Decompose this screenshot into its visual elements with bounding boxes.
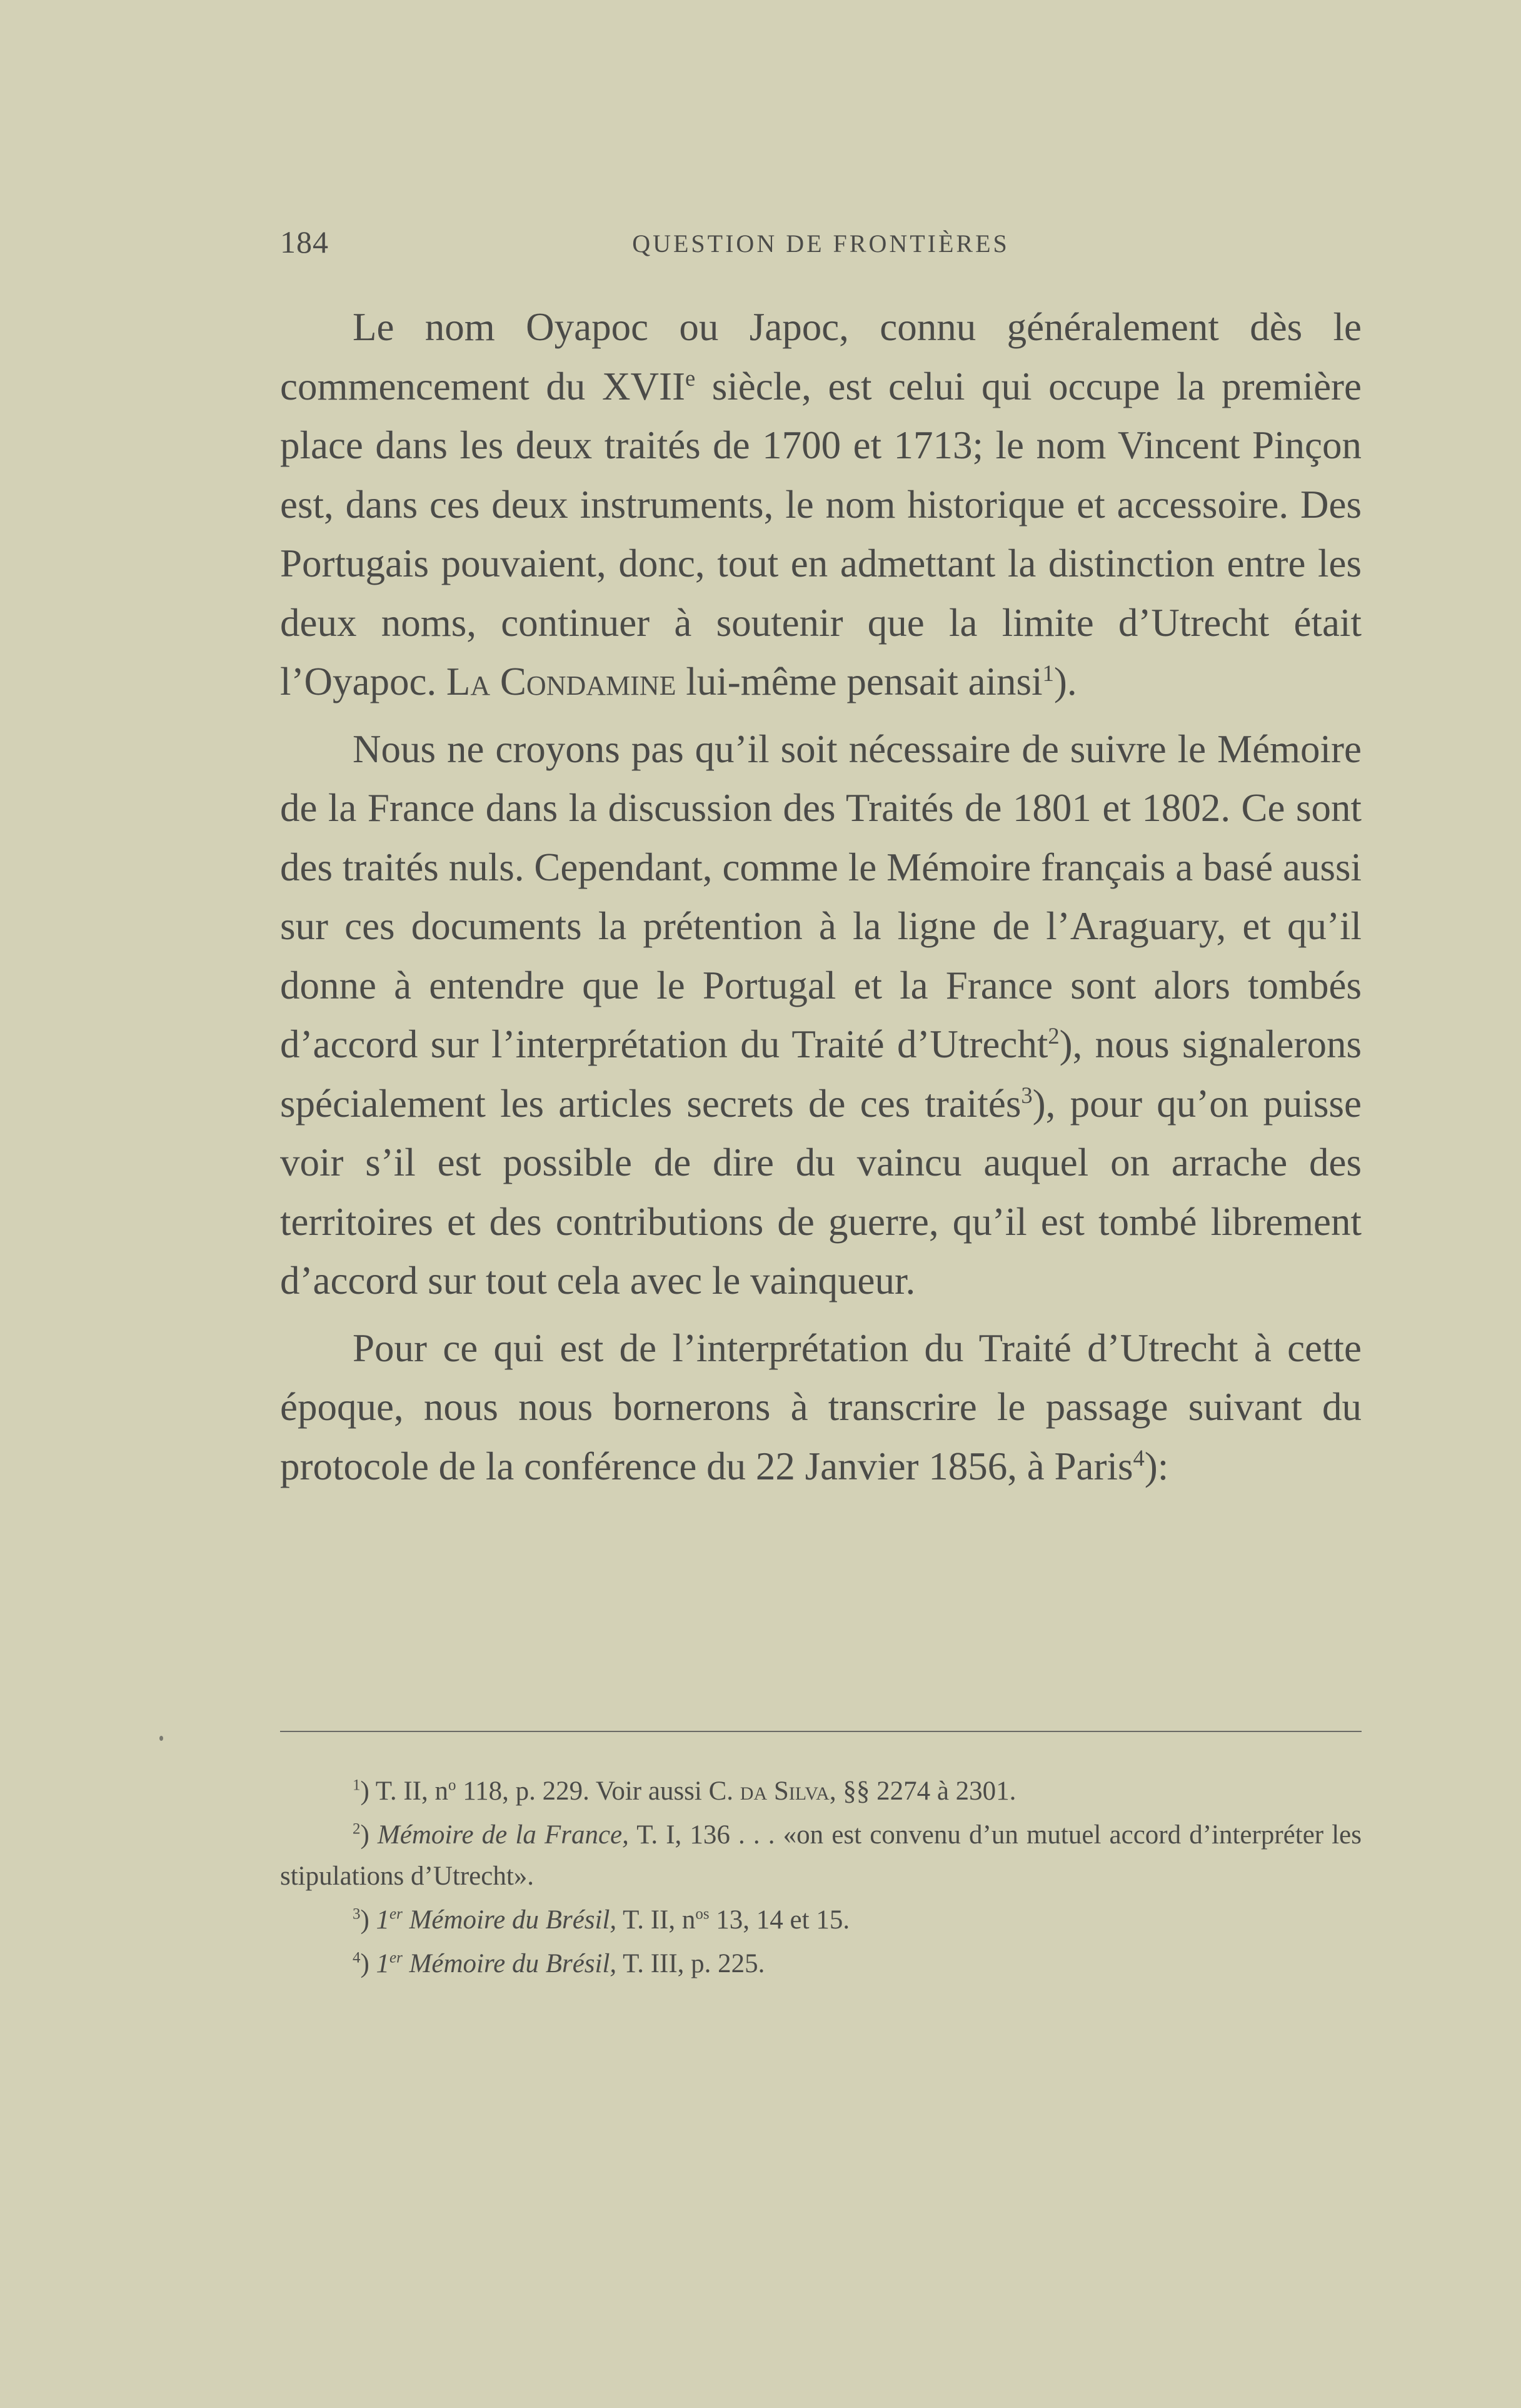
paragraph-3 [280,1319,1362,1496]
footnote-1-text-b: 118, p. 229. Voir aussi C. [456,1776,740,1806]
page-header [280,224,1362,261]
paper-speck [159,1736,163,1741]
footnote-ref-4[interactable]: 4 [1133,1444,1145,1471]
footnote-1-text-c: , §§ 2274 à 2301. [829,1776,1017,1806]
p2-text-a: Nous ne croyons pas qu’il soit nécessaire de suivre le Mémoire de la France dans la discussion des Traités de 1801 et 1802. Ce sont des traités nuls. Cependant, comme le Mémoire français a basé aussi sur ces documents la prétention à la ligne de l’Araguary, et qu’il donne à entendre que le Portugal et la France sont alors tombés d’accord sur l’interprétation du Traité d’Utrecht [280,727,1362,1066]
footnote-divider [280,1731,1362,1732]
footnote-number: 4 [353,1949,361,1967]
footnote-4 [280,1943,1362,1985]
footnote-4-paren: ) [360,1949,376,1978]
p1-text-c: lui-même pensait ainsi [676,660,1043,703]
p2-text-b: ), nous signalerons spécialement les articles secrets de ces traités [280,1022,1362,1126]
ordinal-superscript: er [389,1905,403,1923]
footnote-number: 1 [353,1776,361,1794]
paragraph-1 [280,298,1362,712]
footnote-number: 3 [353,1905,361,1923]
page-number: 184 [280,224,329,259]
footnote-4-title [376,1949,617,1978]
footnote-3-title-b: Mémoire du Brésil, [402,1905,617,1935]
footnote-4-title-b: Mémoire du Brésil, [402,1949,617,1978]
footnote-2 [280,1815,1362,1897]
footnote-4-text: T. III, p. 225. [616,1949,765,1978]
footnote-3 [280,1900,1362,1941]
footnote-1 [280,1771,1362,1812]
footnote-3-paren: ) [360,1905,376,1935]
footnotes [280,1771,1362,1987]
footnote-3-text-a: T. II, n [616,1905,696,1935]
footnote-2-text: T. I, 136 . . . «on est convenu d’un mutuel accord d’interpréter les stipulations d’Utrecht». [280,1820,1362,1891]
century-superscript: e [685,365,696,391]
author-name-la-condamine: La Condamine [446,660,676,703]
p2-text-c: ), pour qu’on puisse voir s’il est possible de dire du vaincu auquel on arrache des territoires et des contributions de guerre, qu’il est tombé librement d’accord sur tout cela avec le vainqueur. [280,1081,1362,1302]
footnote-2-title: Mémoire de la France, [377,1820,629,1850]
footnote-2-paren: ) [360,1820,378,1850]
footnote-ref-1[interactable]: 1 [1042,660,1054,686]
footnote-1-text-a: ) T. II, n [360,1776,448,1806]
p3-text-b: ): [1144,1444,1169,1488]
footnote-3-title [376,1905,617,1935]
footnote-ref-3[interactable]: 3 [1021,1082,1033,1108]
footnote-ref-2[interactable]: 2 [1048,1023,1060,1049]
paragraph-2 [280,720,1362,1311]
main-text [280,298,1362,1504]
footnote-4-title-a: 1 [376,1949,390,1978]
footnote-3-text-b: 13, 14 et 15. [709,1905,850,1935]
p1-text-b: siècle, est celui qui occupe la première place dans les deux traités de 1700 et 1713; le nom Vincent Pinçon est, dans ces deux instruments, le nom historique et accessoire. Des Portugais pouvaient, donc, tout en admettant la distinction entre les deux noms, continuer à soutenir que la limite d’Utrecht était l’Oyapoc. [280,364,1362,703]
numero-superscript: o [448,1776,456,1794]
p1-text-a: Le nom Oyapoc ou Japoc, connu généralement dès le commencement du XVII [280,305,1362,408]
p3-text-a: Pour ce qui est de l’interprétation du Traité d’Utrecht à cette époque, nous nous bornerons à transcrire le passage suivant du protocole de la conférence du 22 Janvier 1856, à Paris [280,1326,1362,1488]
footnote-number: 2 [353,1820,361,1838]
numeros-superscript: os [695,1905,710,1923]
author-name-da-silva: da Silva [740,1776,830,1806]
footnote-3-title-a: 1 [376,1905,390,1935]
ordinal-superscript: er [389,1949,403,1967]
p1-text-d: ). [1053,660,1077,703]
running-title: QUESTION DE FRONTIÈRES [632,229,1010,258]
